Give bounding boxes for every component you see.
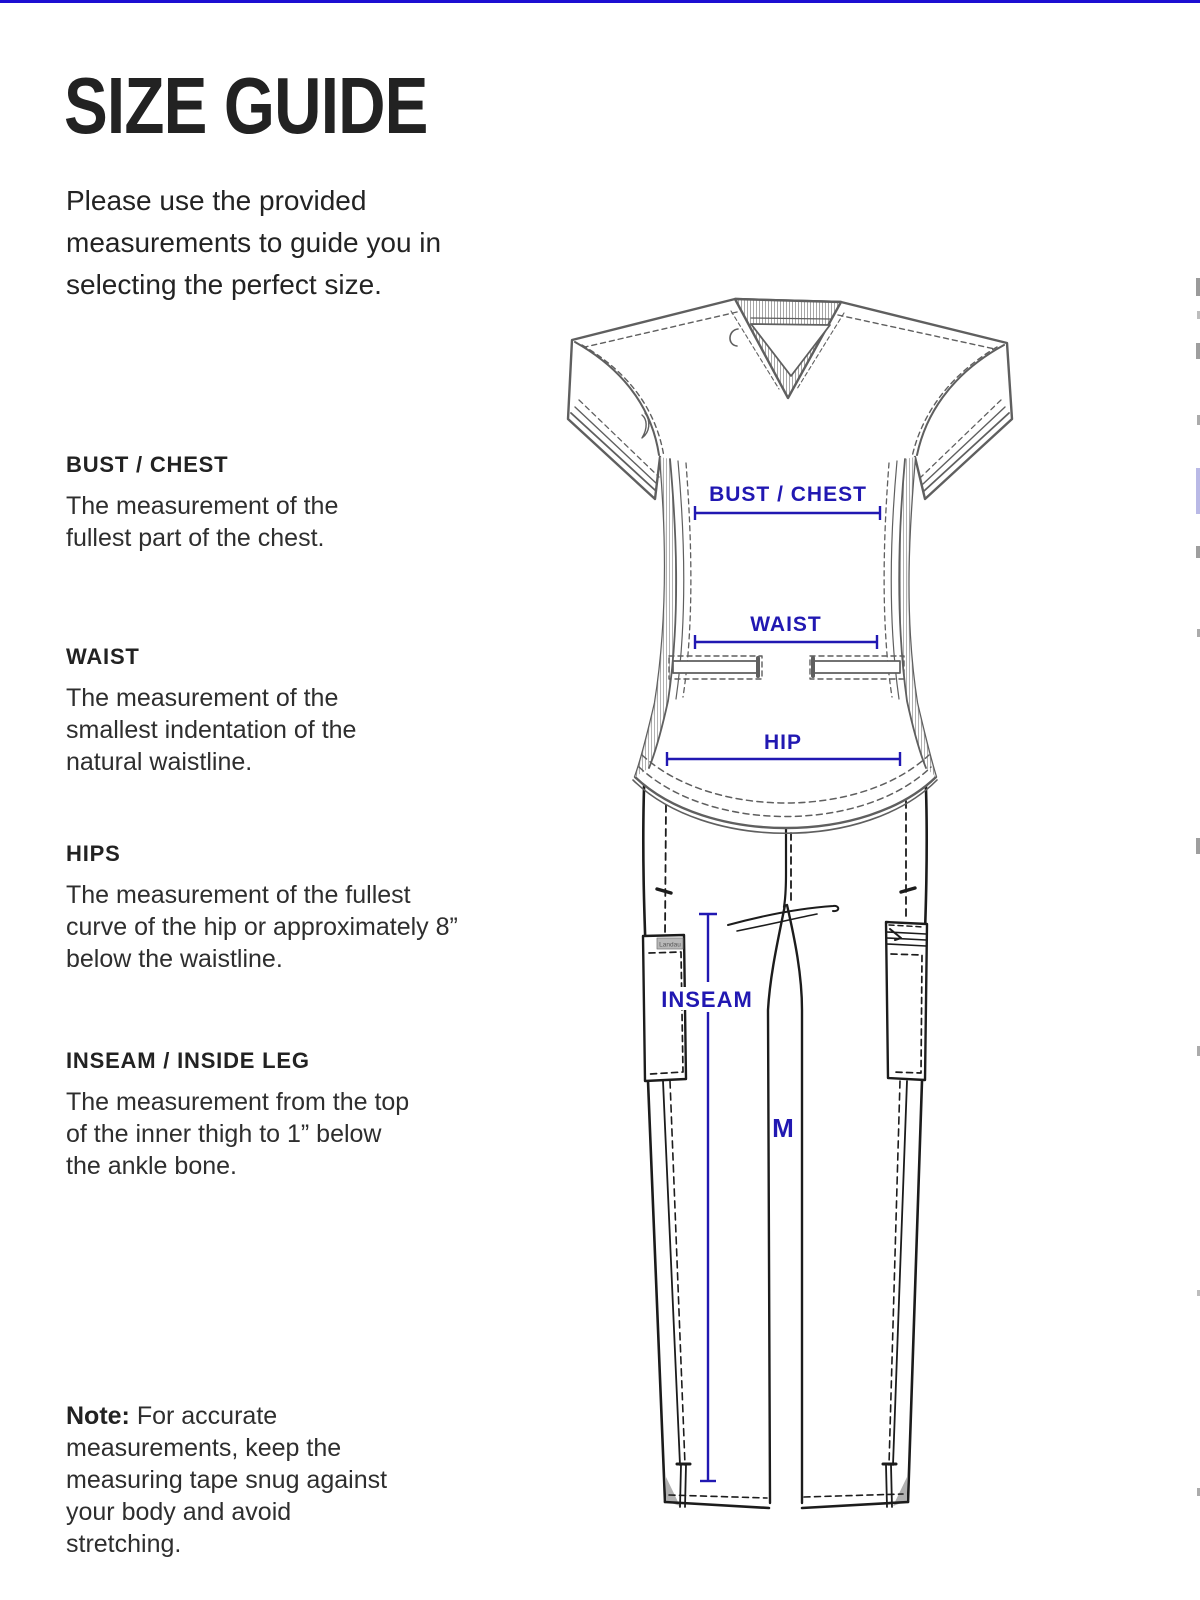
- clipped-content-fragment: [1196, 838, 1200, 854]
- clipped-content-fragment: [1196, 546, 1200, 558]
- section-body-bust-chest: The measurement of the fullest part of the chest.: [66, 492, 339, 552]
- note-label: Note:: [66, 1402, 130, 1430]
- section-body-inseam: The measurement from the top of the inner thigh to 1” below the ankle bone.: [66, 1088, 410, 1180]
- size-marker-label: M: [772, 1113, 794, 1143]
- pocket-brand-label: Landau: [659, 941, 681, 949]
- page-title: SIZE GUIDE: [64, 61, 428, 150]
- clipped-content-fragment: [1196, 343, 1200, 359]
- clipped-content-fragment: [1196, 468, 1200, 514]
- intro-text: Please use the provided measurements to guide you in selecting the perfect size.: [66, 185, 442, 300]
- bust-chest-measurement-label: BUST / CHEST: [709, 483, 867, 506]
- hip-measurement-label: HIP: [763, 731, 803, 754]
- size-guide-diagram: [545, 285, 1030, 1525]
- section-heading-inseam: INSEAM / INSIDE LEG: [66, 1048, 310, 1073]
- note-text: [66, 1400, 412, 1560]
- inseam-measurement-label: INSEAM: [661, 987, 753, 1012]
- section-heading-hips: HIPS: [66, 841, 121, 866]
- page-top-accent-line: [0, 0, 1200, 3]
- section-bust-chest: [66, 452, 366, 554]
- section-body-hips: The measurement of the fullest curve of the hip or approximately 8” below the waistline.: [66, 881, 458, 973]
- section-waist: [66, 644, 386, 778]
- scrubs-technical-drawing: [545, 285, 1030, 1525]
- clipped-content-fragment: [1196, 278, 1200, 296]
- section-body-waist: The measurement of the smallest indentation of the natural waistline.: [66, 684, 357, 776]
- section-heading-waist: WAIST: [66, 644, 140, 669]
- section-heading-bust-chest: BUST / CHEST: [66, 452, 229, 477]
- waist-measurement-label: WAIST: [750, 613, 822, 636]
- note-body: For accurate measurements, keep the measuring tape snug against your body and avoid stretching.: [66, 1402, 388, 1558]
- section-hips: [66, 841, 458, 975]
- section-inseam: [66, 1048, 412, 1182]
